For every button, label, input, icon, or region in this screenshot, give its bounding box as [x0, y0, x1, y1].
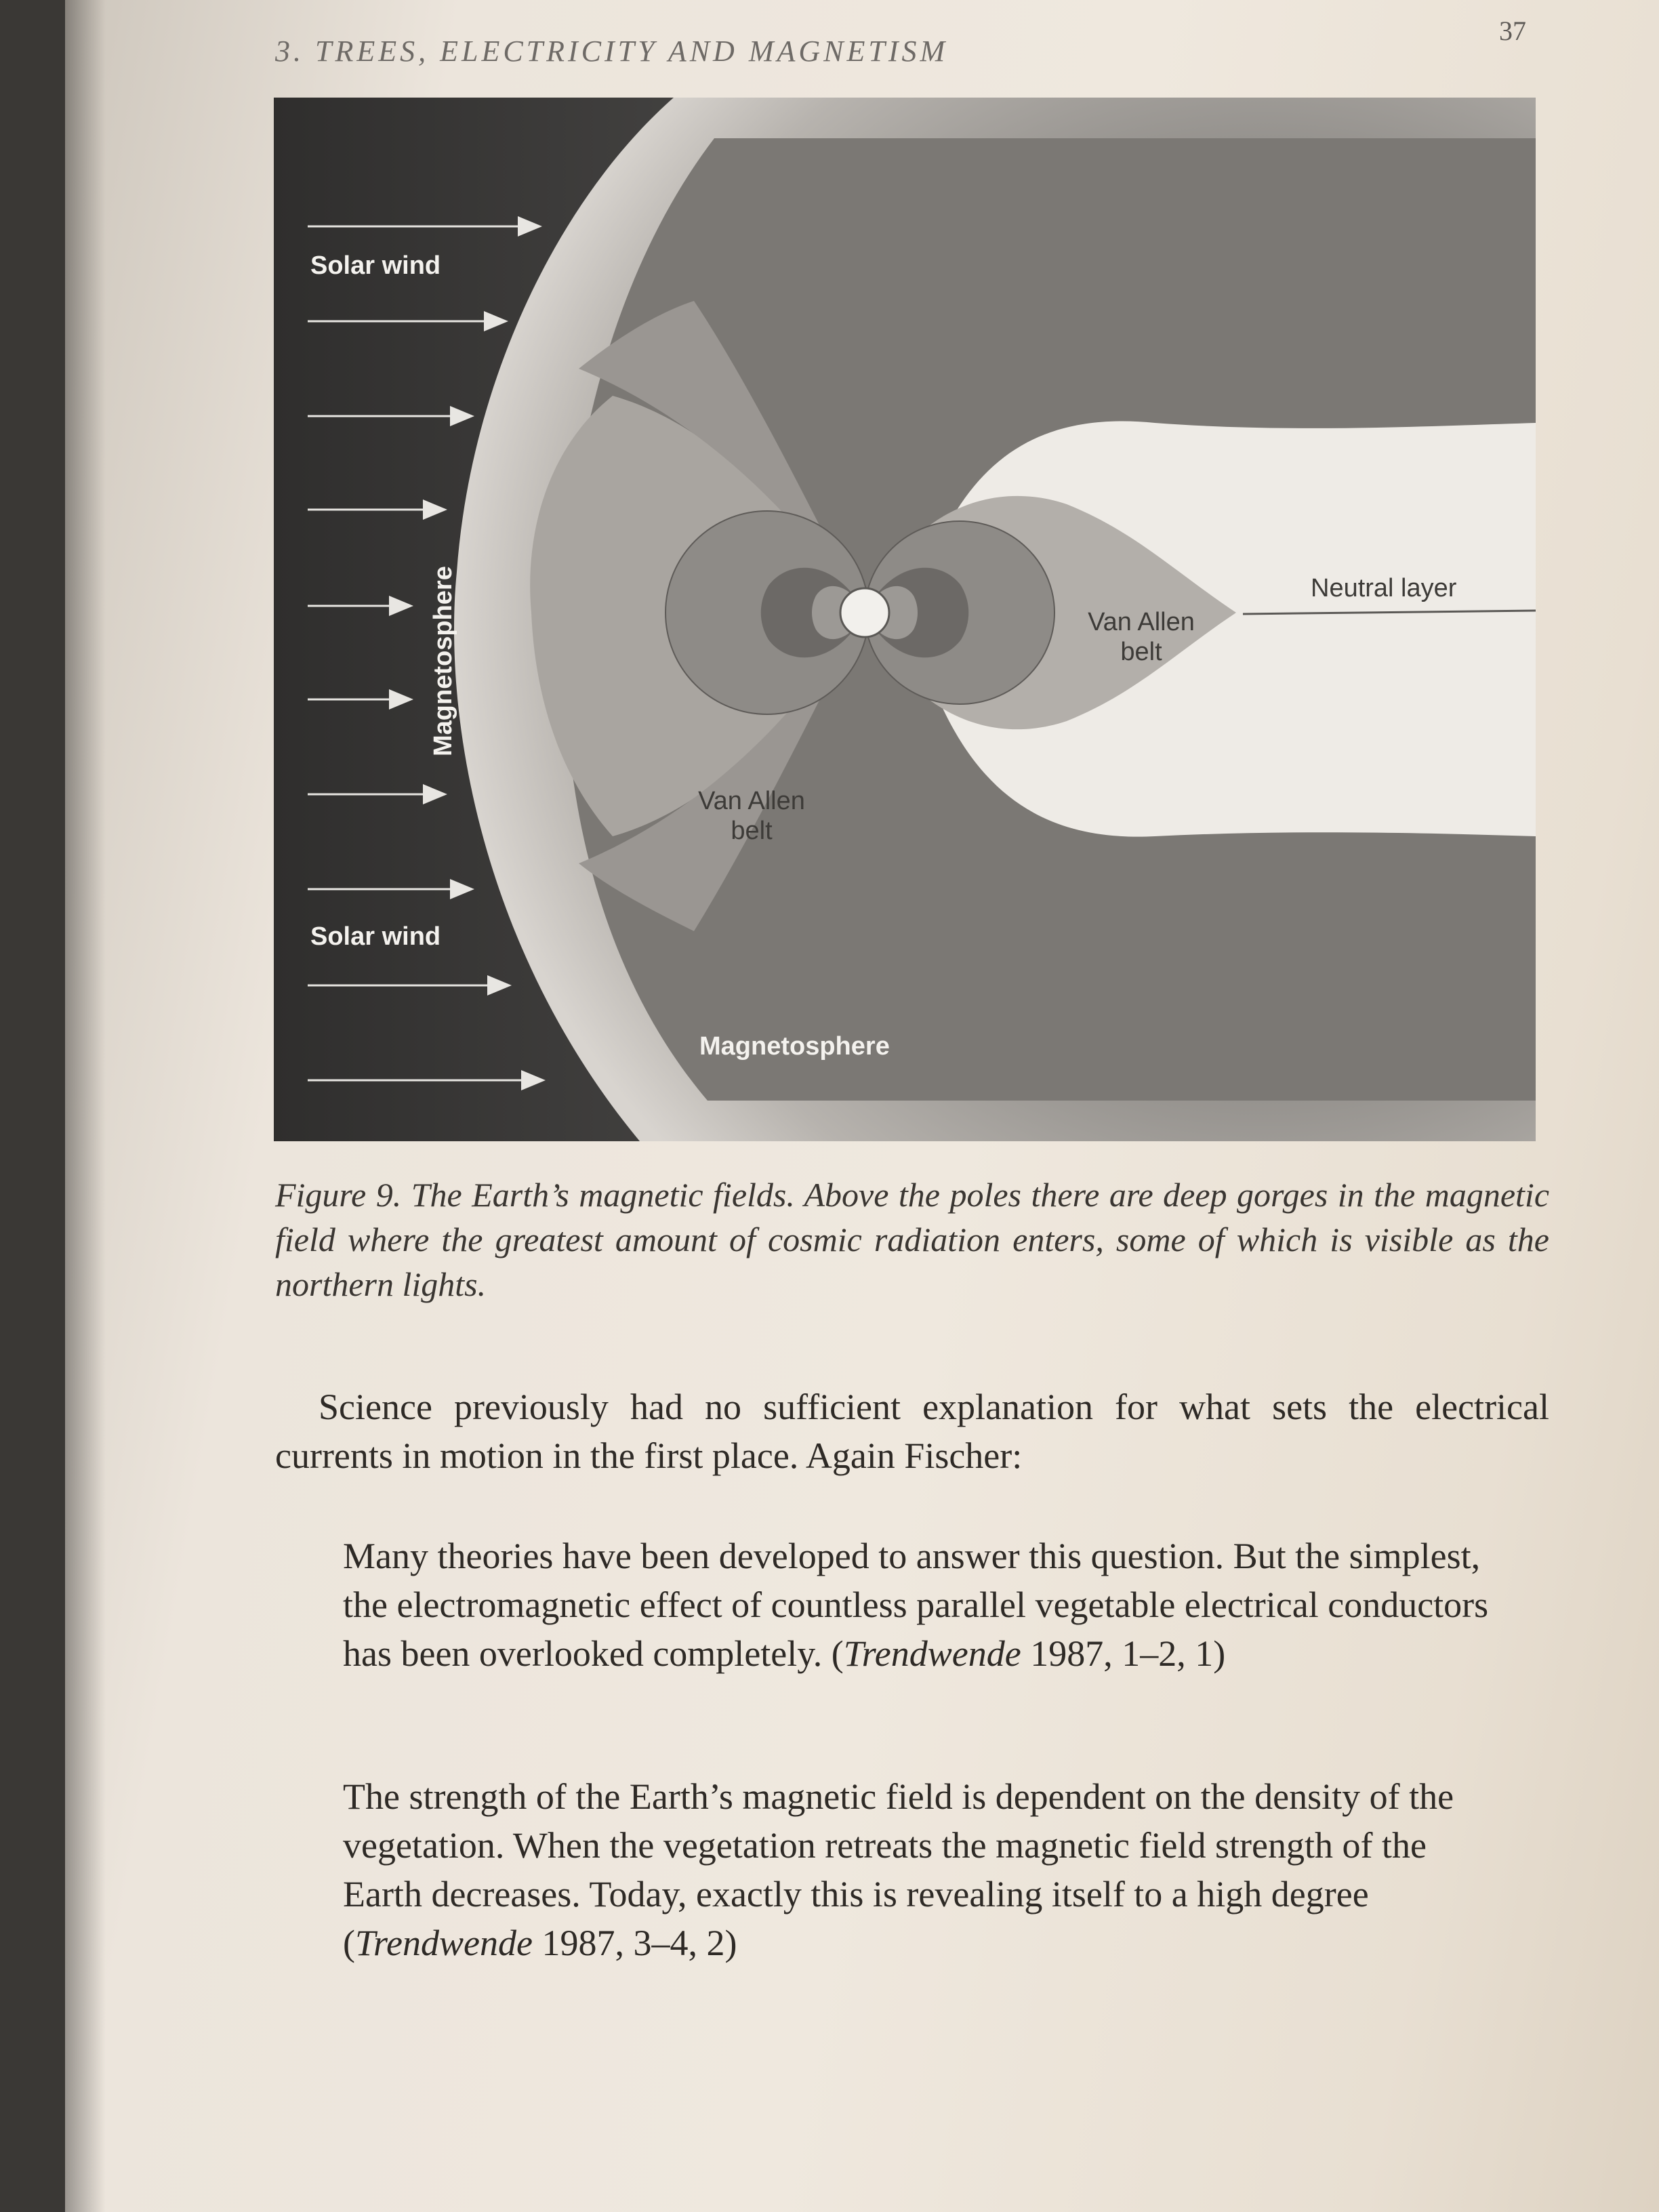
quote1-text: Many theories have been developed to answer this question. But the simplest, the electromagnetic effect of countless parallel vegetable electrical conductors has been overlooked completely. (	[343, 1536, 1489, 1674]
block-quote-2	[343, 1772, 1509, 1967]
quote2-source: Trendwende	[354, 1923, 533, 1963]
quote1-ref: 1987, 1–2, 1)	[1021, 1633, 1226, 1674]
magnetosphere-label-vertical: Magnetosphere	[429, 566, 457, 756]
van-allen-label-right-1: Van Allen	[1088, 608, 1195, 636]
figure-caption-text: The Earth’s magnetic fields. Above the poles there are deep gorges in the magnetic field where the greatest amount of cosmic radiation enters, some of which is visible as the northern lights.	[275, 1176, 1550, 1303]
magnetosphere-figure	[274, 98, 1536, 1141]
quote2-ref: 1987, 3–4, 2)	[532, 1923, 737, 1963]
van-allen-label-left-1: Van Allen	[698, 787, 805, 815]
earth	[840, 588, 889, 637]
block-quote-1	[343, 1532, 1509, 1678]
quote2-text: The strength of the Earth’s magnetic field is dependent on the density of the vegetation. When the vegetation retreats the magnetic field strength of the Earth decreases. Today, exactly this is revealing itself to a high degree (	[343, 1776, 1454, 1963]
quote1-source: Trendwende	[843, 1633, 1021, 1674]
book-page	[65, 0, 1659, 2212]
gutter-shadow	[65, 0, 106, 2212]
magnetosphere-label-bottom: Magnetosphere	[699, 1032, 890, 1061]
van-allen-label-left-2: belt	[731, 817, 773, 845]
solar-wind-label-bottom: Solar wind	[310, 922, 441, 951]
neutral-layer-label: Neutral layer	[1311, 574, 1457, 602]
page-number: 37	[1499, 16, 1526, 46]
magnetosphere-diagram	[274, 98, 1536, 1141]
figure-caption	[275, 1172, 1549, 1307]
body-paragraph: Science previously had no sufficient explanation for what sets the electrical currents in motion in the first place. Again Fischer:	[275, 1387, 1549, 1476]
van-allen-label-right-2: belt	[1120, 638, 1162, 666]
running-head: 3. TREES, ELECTRICITY AND MAGNETISM	[275, 35, 949, 68]
solar-wind-label-top: Solar wind	[310, 251, 441, 280]
figure-caption-label: Figure 9.	[275, 1176, 402, 1214]
